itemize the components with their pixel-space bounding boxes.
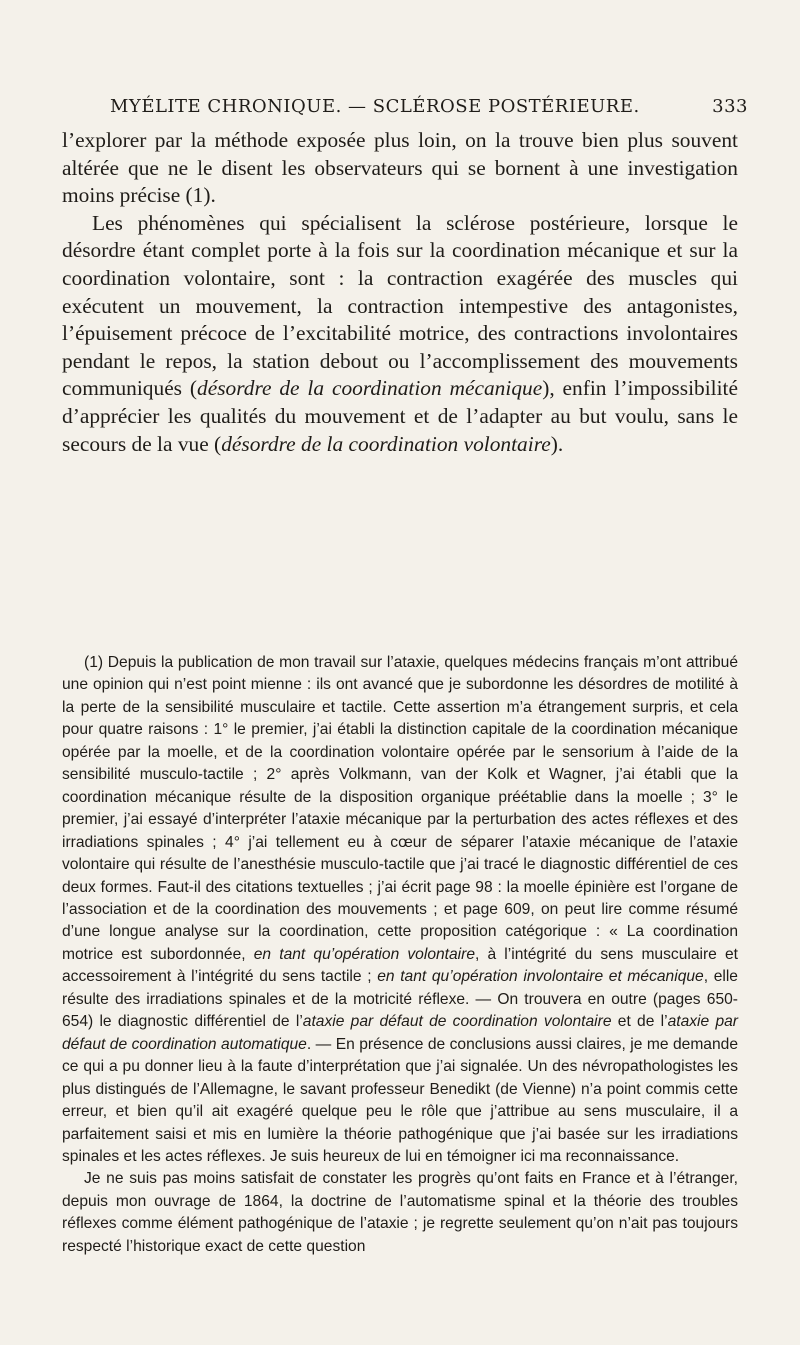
footnote-italic-4: ataxie par défaut de coordination automatique — [62, 1013, 738, 1053]
footnote-paragraph-2: Je ne suis pas moins satisfait de constater les progrès qu’ont faits en France et à l’étranger, depuis mon ouvrage de 1864, la doctrine de l’automatisme spinal et la théorie des troubles réflexes comme élément pathogénique de l’ataxie ; je regrette seulement qu’on n’ait pas toujours respecté l’historique exact de cette question — [62, 1170, 738, 1255]
footnote-paragraph-1 — [62, 652, 738, 1168]
footnote-italic-2: en tant qu’opération involontaire et mécanique — [377, 968, 704, 986]
running-head — [110, 96, 748, 117]
footnote-text-b: , à l’intégrité du sens musculaire et accessoirement à l’intégrité du sens tactile ; — [62, 945, 738, 986]
paragraph-2-italic-1: désordre de la coordination mécanique — [197, 376, 543, 401]
footnote-text-a: (1) Depuis la publication de mon travail sur l’ataxie, quelques médecins français m’ont attribué une opinion qui n’est point mienne : ils ont avancé que je subordonne les désordres de motilité à la perte de la sensibilité musculaire et tactile. Cette assertion m’a étrangement surpris, et cela pour quatre raisons : 1° le premier, j’ai établi la distinction capitale de la coordination mécanique opérée par la moelle, et de la coordination volontaire opérée par le sensorium à l’aide de la sensibilité musculo-tactile ; 2° après Volkmann, van der Kolk et Wagner, j’ai établi que la coordination mécanique résulte de la disposition organique préétablie dans la moelle ; 3° le premier, j’ai essayé d’interpréter l’ataxie mécanique par la perturbation des actes réflexes et des irradiations spinales ; 4° j’ai tellement eu à cœur de séparer l’ataxie mécanique de l’ataxie volontaire qui résulte de l’anesthésie musculo-tactile que j’ai tracé le diagnostic différentiel de ces deux formes. Faut-il des citations textuelles ; j’ai écrit page 98 : la moelle épinière est l’organe de l’association et de la coordination des mouvements ; et page 609, on peut lire comme résumé d’une longue analyse sur la coordination, cette proposition catégorique : « La coordination motrice est subordonnée, — [62, 654, 738, 963]
main-text — [62, 127, 738, 458]
footnote — [62, 652, 738, 1258]
footnote-italic-3: ataxie par défaut de coordination volontaire — [302, 1013, 612, 1031]
paragraph-1: l’explorer par la méthode exposée plus loin, on la trouve bien plus souvent altérée que ne le disent les observateurs qui se bornent à une investigation moins précise (1). — [62, 128, 738, 208]
footnote-text-c: , elle résulte des irradiations spinales et de la motricité réflexe. — On trouvera en outre (pages 650-654) le diagnostic différentiel de l’ — [62, 968, 738, 1031]
footnote-text-d: et de l’ — [611, 1013, 668, 1031]
footnote-italic-1: en tant qu’opération volontaire — [253, 945, 475, 963]
paragraph-2-italic-2: désordre de la coordination volontaire — [221, 431, 551, 456]
page-number: 333 — [712, 96, 748, 117]
paragraph-2-text-c: ). — [550, 431, 564, 456]
paragraph-2-text-b: ), enfin l’impossibilité d’apprécier les qualités du mouvement et de l’adapter au but voulu, sans le secours de la vue ( — [62, 376, 738, 456]
paragraph-2 — [62, 210, 738, 458]
paragraph-2-text-a: Les phénomènes qui spécialisent la sclérose postérieure, lorsque le désordre étant complet porte à la fois sur la coordination mécanique et sur la coordination volontaire, sont : la contraction exagérée des muscles qui exécutent un mouvement, la contraction intempestive des antagonistes, l’épuisement précoce de l’excitabilité motrice, des contractions involontaires pendant le repos, la station debout ou l’accomplissement des mouvements communiqués ( — [62, 210, 738, 401]
footnote-text-e: . — En présence de conclusions aussi claires, je me demande ce qui a pu donner lieu à la faute d’interprétation que j’ai signalée. Un des névropathologistes les plus distingués de l’Allemagne, le savant professeur Benedikt (de Vienne) n’a point commis cette erreur, et bien qu’il ait exagéré quelque peu le rôle que j’attribue au sens musculaire, il a parfaitement saisi et mis en lumière la théorie pathogénique que j’ai basée sur les irradiations spinales et les actes réflexes. Je suis heureux de lui en témoigner ici ma reconnaissance. — [62, 1035, 739, 1165]
running-title: MYÉLITE CHRONIQUE. — SCLÉROSE POSTÉRIEURE. — [110, 96, 640, 117]
